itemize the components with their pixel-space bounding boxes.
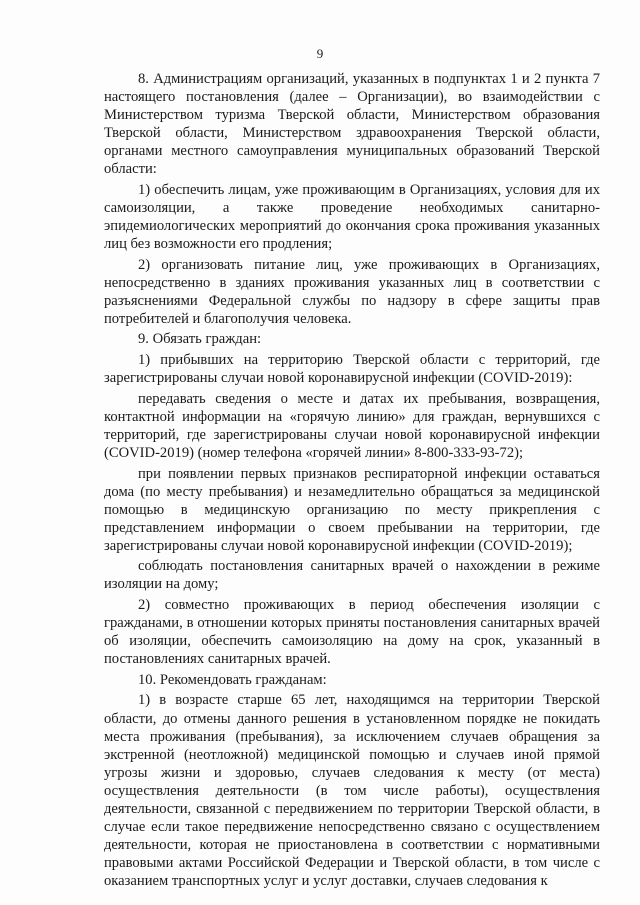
paragraph-8-1: 1) обеспечить лицам, уже проживающим в Организациях, условия для их самоизоляции, а также проведение необходимых санитарно-эпидемиологических мероприятий до окончания срока проживания указанных лиц без возможности его продления;: [104, 181, 600, 253]
paragraph-10-1: 1) в возрасте старше 65 лет, находящимся на территории Тверской области, до отмены данного решения в установленном порядке не покидать места проживания (пребывания), за исключением случаев обращения за экстренной (неотложной) медицинской помощью и случаев иной прямой угрозы жизни и здоровью, случаев следования к месту (от места) осуществления деятельности (в том числе работы), осуществления деятельности, связанной с передвижением по территории Тверской области, в случае если такое передвижение непосредственно связано с осуществлением деятельности, которая не приостановлена в соответствии с нормативными правовыми актами Российской Федерации и Тверской области, в том числе с оказанием транспортных услуг и услуг доставки, случаев следования к: [104, 692, 600, 889]
paragraph-9-2: 2) совместно проживающих в период обеспечения изоляции с гражданами, в отношении которых приняты постановления санитарных врачей об изоляции, обеспечить самоизоляцию на дому на срок, указанный в постановлениях санитарных врачей.: [104, 597, 600, 668]
page-number: 9: [316, 46, 324, 61]
paragraph-8-2: 2) организовать питание лиц, уже проживающих в Организациях, непосредственно в зданиях проживания указанных лиц в соответствии с разъяснениями Федеральной службы по надзору в сфере защиты прав потребителей и благополучия человека.: [104, 256, 600, 327]
paragraph-9: 9. Обязать граждан:: [138, 331, 262, 348]
paragraph-9-1-report: передавать сведения о месте и датах их пребывания, возвращения, контактной информации на «горячую линию» для граждан, вернувшихся с территорий, где зарегистрированы случаи новой коронавирусной инфекции (COVID-2019) (номер телефона «горячей линии» 8-800-333-93-72);: [104, 390, 600, 461]
paragraph-9-1-comply: соблюдать постановления санитарных врачей о нахождении в режиме изоляции на дому;: [104, 558, 600, 593]
document-body: [104, 70, 600, 893]
paragraph-9-1-symptoms: при появлении первых признаков респираторной инфекции оставаться дома (по месту пребывания) и незамедлительно обращаться за медицинской помощью в медицинскую организацию по месту прикрепления с представлением информации о своем пребывании на территории, где зарегистрированы случаи новой коронавирусной инфекции (COVID-2019);: [104, 465, 600, 554]
paragraph-10: 10. Рекомендовать гражданам:: [138, 671, 327, 688]
paragraph-9-1: 1) прибывших на территорию Тверской области с территорий, где зарегистрированы случаи новой коронавирусной инфекции (COVID-2019):: [104, 352, 600, 387]
paragraph-8: 8. Администрациям организаций, указанных в подпунктах 1 и 2 пункта 7 настоящего постановления (далее – Организации), во взаимодействии с Министерством туризма Тверской области, Министерством образования Тверской области, Министерством здравоохранения Тверской области, органами местного самоуправления муниципальных образований Тверской области:: [104, 71, 600, 178]
